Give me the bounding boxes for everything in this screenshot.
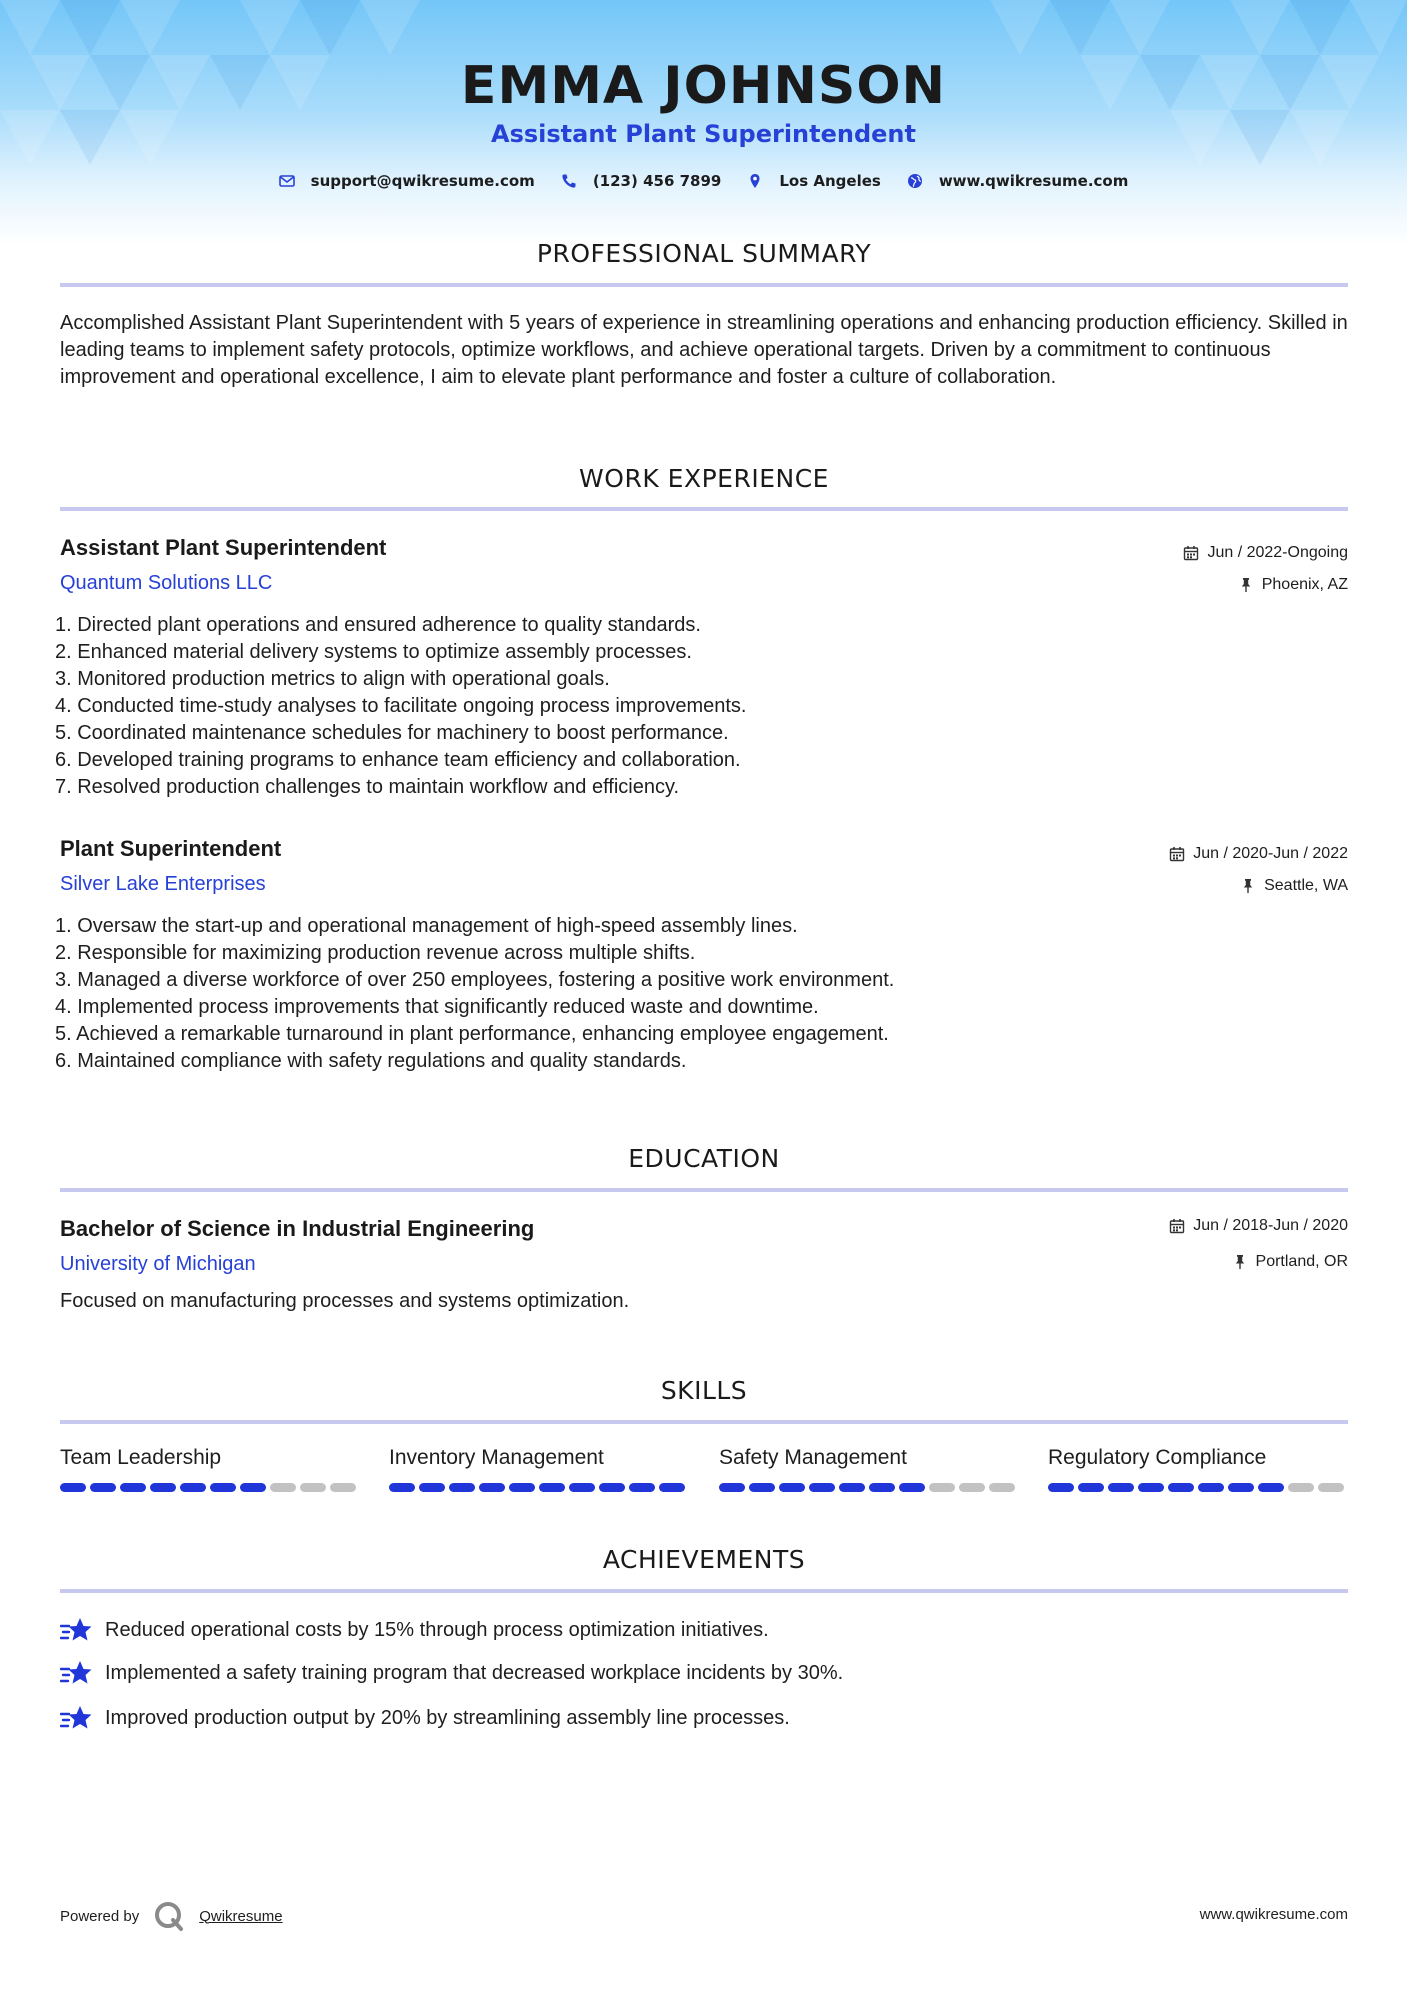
list-item: 1. Oversaw the start-up and operational management of high-speed assembly lines. [55, 915, 798, 937]
skill-segment-filled [629, 1483, 655, 1492]
list-item: 7. Resolved production challenges to maintain workflow and efficiency. [55, 776, 680, 798]
skill-segment-filled [60, 1483, 86, 1492]
job-location [1238, 576, 1348, 594]
skill-segment-empty [300, 1483, 326, 1492]
achievement-item [60, 1704, 790, 1732]
candidate-name: EMMA JOHNSON [460, 56, 947, 116]
education-location [1232, 1253, 1348, 1271]
skill-segment-filled [1108, 1483, 1134, 1492]
skill-segment-filled [180, 1483, 206, 1492]
pushpin-icon [1240, 878, 1256, 894]
contact-location [747, 172, 880, 190]
list-item: 3. Managed a diverse workforce of over 250 employees, fostering a positive work environment. [55, 969, 895, 991]
summary-heading: PROFESSIONAL SUMMARY [536, 239, 872, 268]
skill-segment-filled [539, 1483, 565, 1492]
skill-segment-filled [150, 1483, 176, 1492]
job-title: Assistant Plant Superintendent [60, 535, 387, 560]
skill-segment-filled [90, 1483, 116, 1492]
contact-website[interactable] [907, 172, 1129, 190]
contact-phone-text: (123) 456 7899 [592, 172, 722, 190]
calendar-icon [1183, 545, 1199, 561]
list-item: 2. Enhanced material delivery systems to optimize assembly processes. [55, 641, 692, 663]
skills-divider [60, 1420, 1348, 1424]
experience-heading: WORK EXPERIENCE [579, 464, 829, 493]
skill-segment-filled [599, 1483, 625, 1492]
job-dates [1183, 544, 1348, 562]
envelope-icon [279, 173, 295, 189]
education-dates-text: Jun / 2018-Jun / 2020 [1193, 1217, 1348, 1234]
skill-segment-filled [240, 1483, 266, 1492]
skill-segment-filled [210, 1483, 236, 1492]
contact-email[interactable] [279, 172, 535, 190]
list-item: 5. Coordinated maintenance schedules for machinery to boost performance. [55, 722, 729, 744]
list-item: 5. Achieved a remarkable turnaround in plant performance, enhancing employee engagement. [55, 1023, 889, 1045]
skill-segment-filled [1048, 1483, 1074, 1492]
summary-text: Accomplished Assistant Plant Superintendent with 5 years of experience in streamlining operations and enhancing production efficiency. Skilled in leading teams to implement safety protocols, optimize workflows, and achieve operational targets. Driven by a commitment to continuous improvement and operational excellence, I aim to elevate plant performance and foster a culture of collaboration. [60, 312, 1348, 388]
job-location-text: Phoenix, AZ [1261, 576, 1348, 593]
skill-segment-filled [479, 1483, 505, 1492]
star-icon [60, 1659, 92, 1687]
education-description: Focused on manufacturing processes and systems optimization. [60, 1290, 630, 1312]
achievement-item [60, 1616, 769, 1644]
skill-segment-filled [389, 1483, 415, 1492]
list-item: 3. Monitored production metrics to align with operational goals. [55, 668, 610, 690]
skill-name: Inventory Management [389, 1446, 604, 1469]
skill-segment-filled [1168, 1483, 1194, 1492]
education-location-text: Portland, OR [1255, 1253, 1348, 1270]
pushpin-icon [1232, 1254, 1248, 1270]
achievements-heading: ACHIEVEMENTS [602, 1545, 806, 1574]
skill-level-bar [389, 1483, 689, 1492]
skill-segment-filled [1228, 1483, 1254, 1492]
skill-segment-filled [569, 1483, 595, 1492]
job-responsibilities [55, 913, 1255, 1075]
job-title: Plant Superintendent [60, 836, 282, 861]
candidate-role: Assistant Plant Superintendent [491, 120, 916, 148]
skill-segment-filled [719, 1483, 745, 1492]
contact-location-text: Los Angeles [779, 172, 881, 190]
job-dates [1169, 845, 1348, 863]
phone-icon [561, 173, 577, 189]
skill-segment-filled [899, 1483, 925, 1492]
education-school: University of Michigan [60, 1253, 256, 1275]
list-item: 2. Responsible for maximizing production revenue across multiple shifts. [55, 942, 696, 964]
skill-segment-empty [1318, 1483, 1344, 1492]
skill-segment-filled [120, 1483, 146, 1492]
skill-segment-filled [779, 1483, 805, 1492]
job-company: Quantum Solutions LLC [60, 572, 273, 594]
skill-segment-filled [659, 1483, 685, 1492]
skill-segment-filled [449, 1483, 475, 1492]
job-location [1240, 877, 1348, 895]
list-item: 6. Maintained compliance with safety regulations and quality standards. [55, 1050, 687, 1072]
experience-divider [60, 507, 1348, 511]
skill-segment-empty [330, 1483, 356, 1492]
education-heading: EDUCATION [628, 1144, 780, 1173]
skill-name: Regulatory Compliance [1048, 1446, 1267, 1469]
job-responsibilities [55, 612, 1255, 801]
skill-segment-filled [1078, 1483, 1104, 1492]
list-item: 6. Developed training programs to enhance team efficiency and collaboration. [55, 749, 741, 771]
skill-segment-empty [959, 1483, 985, 1492]
list-item: 1. Directed plant operations and ensured adherence to quality standards. [55, 614, 701, 636]
education-divider [60, 1188, 1348, 1192]
job-company: Silver Lake Enterprises [60, 873, 266, 895]
contact-bar [0, 172, 1407, 190]
skill-level-bar [1048, 1483, 1348, 1492]
qwikresume-logo-icon [153, 1900, 185, 1932]
skill-segment-empty [989, 1483, 1015, 1492]
skill-level-bar [719, 1483, 1019, 1492]
skill-segment-filled [749, 1483, 775, 1492]
skill-segment-filled [869, 1483, 895, 1492]
skill-segment-empty [270, 1483, 296, 1492]
globe-icon [907, 173, 923, 189]
skill-segment-filled [809, 1483, 835, 1492]
job-dates-text: Jun / 2020-Jun / 2022 [1193, 845, 1348, 862]
qwikresume-link[interactable]: Qwikresume [199, 1907, 283, 1925]
list-item: 4. Conducted time-study analyses to facilitate ongoing process improvements. [55, 695, 747, 717]
pushpin-icon [1238, 577, 1254, 593]
map-pin-icon [747, 173, 763, 189]
skill-segment-filled [1258, 1483, 1284, 1492]
job-location-text: Seattle, WA [1264, 877, 1348, 894]
achievement-item [60, 1659, 843, 1687]
achievement-text: Reduced operational costs by 15% through process optimization initiatives. [105, 1618, 769, 1641]
skill-segment-filled [509, 1483, 535, 1492]
footer-powered-by [60, 1900, 283, 1932]
skill-name: Safety Management [719, 1446, 907, 1469]
job-dates-text: Jun / 2022-Ongoing [1207, 544, 1348, 561]
star-icon [60, 1704, 92, 1732]
skills-heading: SKILLS [660, 1376, 748, 1405]
achievement-text: Implemented a safety training program that decreased workplace incidents by 30%. [105, 1661, 844, 1684]
contact-email-text: support@qwikresume.com [310, 172, 535, 190]
education-degree: Bachelor of Science in Industrial Engineering [60, 1216, 535, 1241]
summary-divider [60, 283, 1348, 287]
list-item: 4. Implemented process improvements that significantly reduced waste and downtime. [55, 996, 819, 1018]
achievements-divider [60, 1589, 1348, 1593]
skill-name: Team Leadership [60, 1446, 222, 1469]
skill-segment-filled [419, 1483, 445, 1492]
powered-by-label: Powered by [60, 1907, 140, 1925]
star-icon [60, 1616, 92, 1644]
skill-segment-filled [839, 1483, 865, 1492]
skill-segment-empty [1288, 1483, 1314, 1492]
skill-segment-filled [1138, 1483, 1164, 1492]
skill-level-bar [60, 1483, 360, 1492]
skill-segment-empty [929, 1483, 955, 1492]
contact-phone[interactable] [561, 172, 722, 190]
calendar-icon [1169, 1218, 1185, 1234]
achievement-text: Improved production output by 20% by streamlining assembly line processes. [105, 1706, 790, 1729]
skill-segment-filled [1198, 1483, 1224, 1492]
contact-website-text: www.qwikresume.com [938, 172, 1129, 190]
education-dates [1169, 1217, 1348, 1235]
calendar-icon [1169, 846, 1185, 862]
footer-website[interactable]: www.qwikresume.com [1199, 1906, 1348, 1923]
